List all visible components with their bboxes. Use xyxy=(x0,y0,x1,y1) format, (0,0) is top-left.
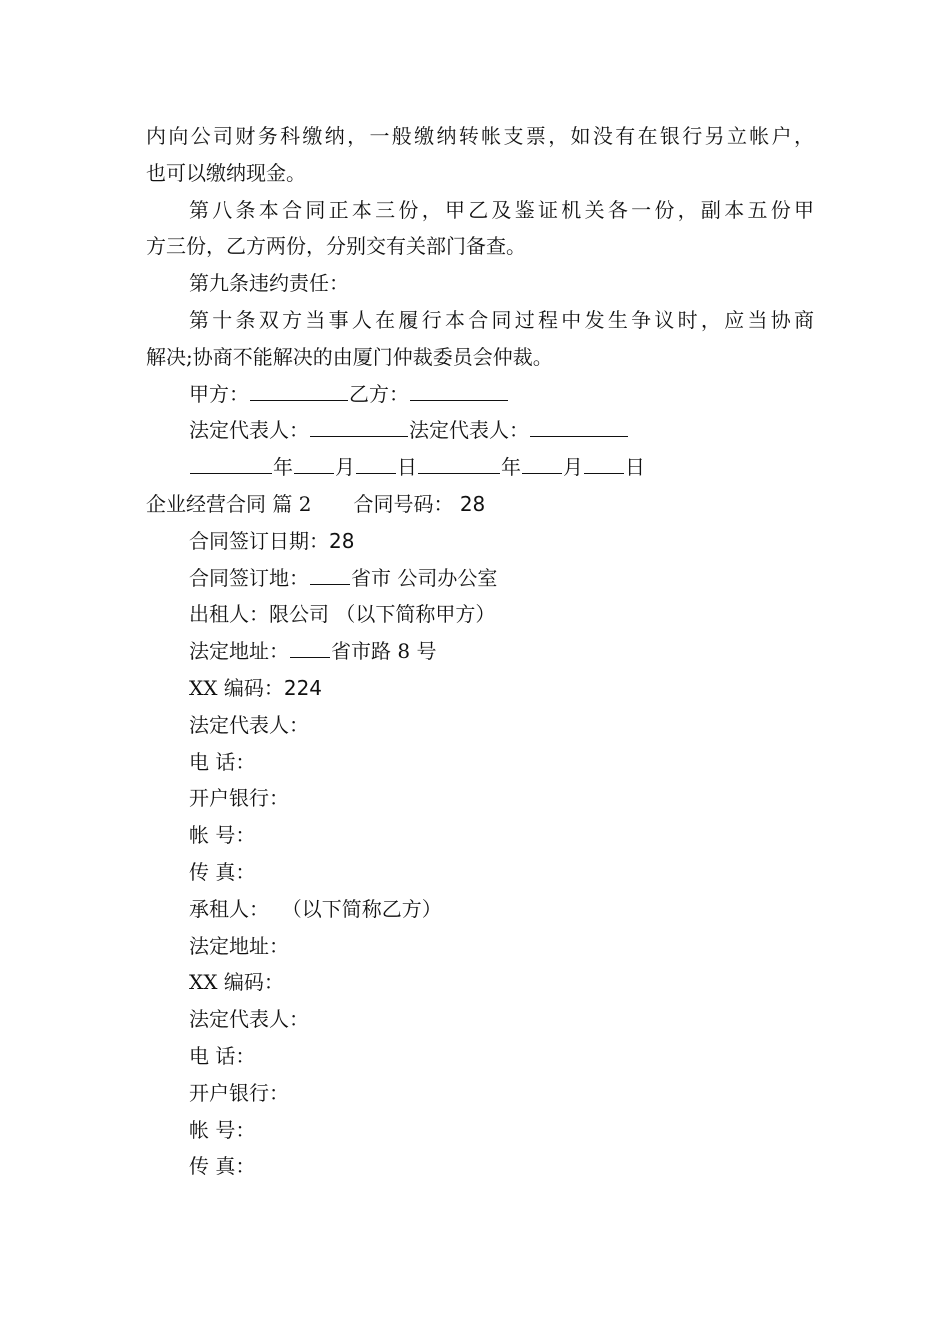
lessor-address-label: 法定地址： xyxy=(189,639,289,664)
date-a-month-label: 月 xyxy=(335,455,355,480)
date-a-month-blank xyxy=(294,453,334,474)
lessee-rep-line: 法定代表人： xyxy=(189,1007,309,1032)
date-a-day-blank xyxy=(356,453,396,474)
paragraph-payment-line-2: 也可以缴纳现金。 xyxy=(146,160,306,185)
lessee-value: （以下简称乙方） xyxy=(281,896,442,921)
article-8-line-1: 第八条本合同正本三份，甲乙及鉴证机关各一份，副本五份甲 xyxy=(189,197,814,222)
lessor-account-line: 帐 号： xyxy=(189,823,256,848)
section-title: 企业经营合同 篇 2 xyxy=(146,491,312,516)
lessor-rep-line: 法定代表人： xyxy=(189,712,309,737)
lessor-postcode-label: XX 编码： xyxy=(189,675,284,700)
date-a-day-label: 日 xyxy=(397,455,417,480)
signature-dates-line xyxy=(146,449,814,486)
lessor-address-line xyxy=(146,633,814,670)
rep-b-blank xyxy=(530,416,628,437)
sign-place-value: 省市 公司办公室 xyxy=(351,565,498,590)
date-a-year-label: 年 xyxy=(273,455,293,480)
date-b-year-blank xyxy=(418,453,500,474)
sign-date-line xyxy=(146,523,814,560)
lessee-phone-line: 电 话： xyxy=(189,1043,256,1068)
sign-place-blank xyxy=(310,564,350,585)
rep-a-label: 法定代表人： xyxy=(189,418,309,443)
party-a-blank xyxy=(250,380,348,401)
rep-b-label: 法定代表人： xyxy=(409,418,529,443)
lessee-bank-line: 开户银行： xyxy=(189,1080,289,1105)
section-heading-line xyxy=(146,486,814,523)
date-a-year-blank xyxy=(190,453,272,474)
date-b-month-blank xyxy=(522,453,562,474)
lessor-bank-line: 开户银行： xyxy=(189,786,289,811)
lessee-fax-line: 传 真： xyxy=(189,1154,256,1179)
lessee-line xyxy=(146,891,814,928)
lessee-address-line: 法定地址： xyxy=(189,933,289,958)
date-b-day-blank xyxy=(584,453,624,474)
sign-place-line xyxy=(146,560,814,597)
lessee-account-line: 帐 号： xyxy=(189,1117,256,1142)
article-10-line-1: 第十条双方当事人在履行本合同过程中发生争议时，应当协商 xyxy=(189,307,814,332)
lessor-postcode-value: 224 xyxy=(283,675,323,700)
signature-parties-line xyxy=(146,376,814,413)
sign-date-value: 28 xyxy=(329,528,355,553)
article-10-line-2: 解决;协商不能解决的由厦门仲裁委员会仲裁。 xyxy=(146,344,553,369)
lessor-label: 出租人： xyxy=(189,602,269,627)
sign-place-label: 合同签订地： xyxy=(189,565,309,590)
lessor-postcode-line xyxy=(146,670,814,707)
sign-date-label: 合同签订日期： xyxy=(189,528,329,553)
date-b-month-label: 月 xyxy=(563,455,583,480)
lessor-line xyxy=(146,596,814,633)
lessor-fax-line: 传 真： xyxy=(189,859,256,884)
party-b-blank xyxy=(410,380,508,401)
document-body xyxy=(146,118,814,1185)
paragraph-payment-line-1: 内向公司财务科缴纳，一般缴纳转帐支票，如没有在银行另立帐户， xyxy=(146,124,814,148)
party-a-label: 甲方： xyxy=(189,381,249,406)
lessee-postcode-line: XX 编码： xyxy=(189,970,284,995)
lessor-value: 限公司 （以下简称甲方） xyxy=(269,602,496,627)
lessor-phone-line: 电 话： xyxy=(189,749,256,774)
signature-reps-line xyxy=(146,412,814,449)
rep-a-blank xyxy=(310,416,408,437)
party-b-label: 乙方： xyxy=(349,381,409,406)
article-9: 第九条违约责任： xyxy=(189,271,349,296)
contract-no-label: 合同号码： xyxy=(353,491,454,516)
article-8-line-2: 方三份，乙方两份，分别交有关部门备查。 xyxy=(146,234,526,259)
lessee-label: 承租人： xyxy=(189,896,269,921)
date-b-day-label: 日 xyxy=(625,455,645,480)
date-b-year-label: 年 xyxy=(501,455,521,480)
lessor-address-blank xyxy=(290,637,330,658)
lessor-address-value: 省市路 8 号 xyxy=(331,639,437,664)
contract-no-value: 28 xyxy=(459,491,486,516)
